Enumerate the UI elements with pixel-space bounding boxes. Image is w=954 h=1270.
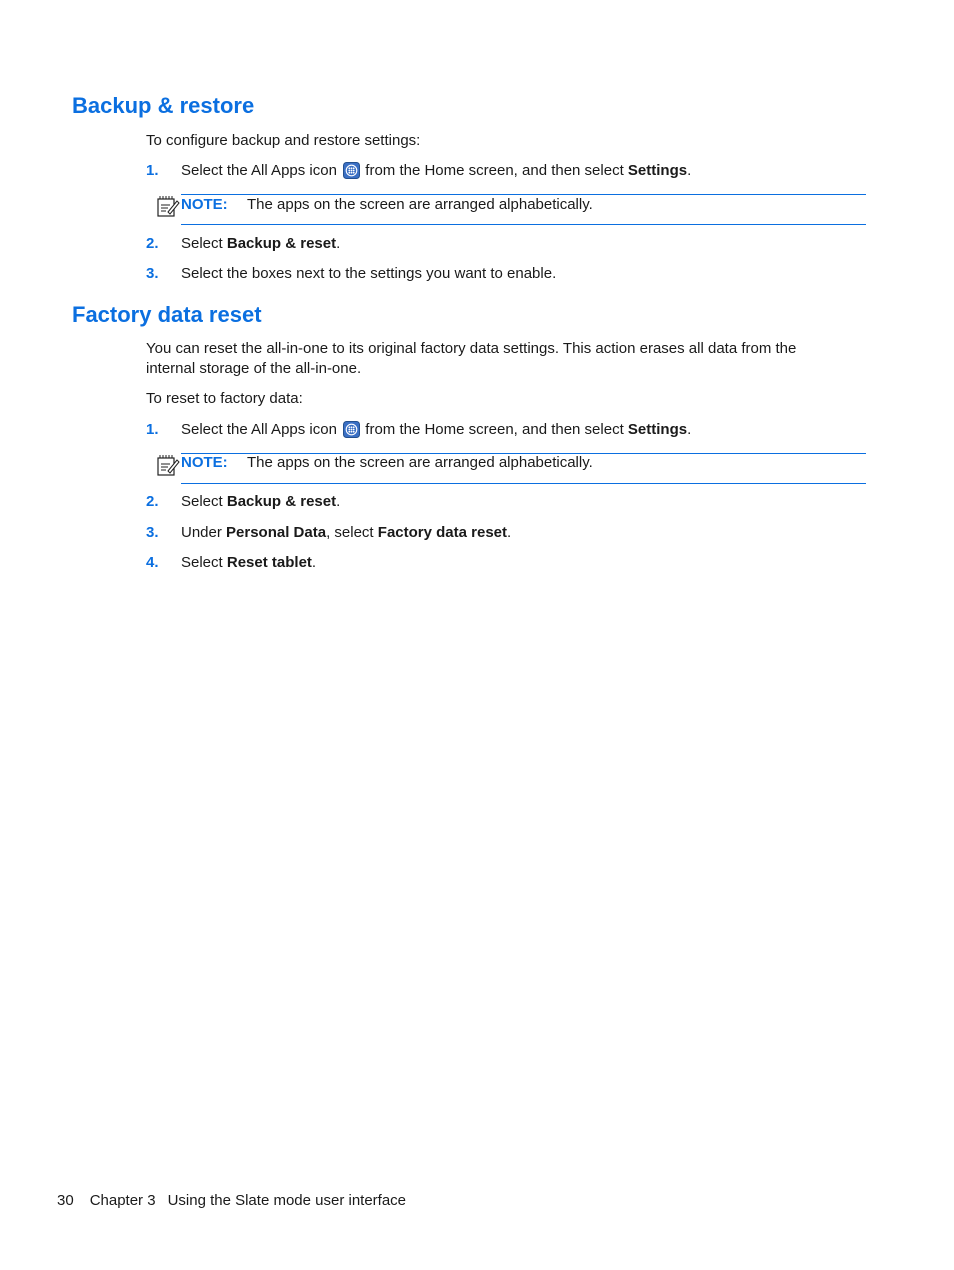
all-apps-icon xyxy=(343,162,360,179)
note-text: The apps on the screen are arranged alphabetically. xyxy=(247,196,593,213)
step-number: 3. xyxy=(146,265,159,282)
note-box xyxy=(181,453,866,484)
step-bold: Settings xyxy=(627,421,688,438)
step-text: Select the boxes next to the settings you want to enable. xyxy=(181,265,557,282)
step-number: 2. xyxy=(146,235,159,252)
step-text: Select xyxy=(181,493,223,510)
backup-intro: To configure backup and restore settings: xyxy=(146,132,421,149)
step-text: from the Home screen, and then select xyxy=(365,421,624,438)
note-label: NOTE: xyxy=(181,196,228,213)
note-pad-icon xyxy=(156,194,180,218)
section-title-factory-data-reset: Factory data reset xyxy=(72,302,262,327)
step-number: 3. xyxy=(146,524,159,541)
step-text: Select xyxy=(181,554,223,571)
step-number: 1. xyxy=(146,421,159,438)
step-number: 4. xyxy=(146,554,159,571)
step-text: Select the All Apps icon xyxy=(181,421,337,438)
all-apps-icon xyxy=(343,421,360,438)
step-bold: Reset tablet xyxy=(226,554,312,571)
note-text: The apps on the screen are arranged alphabetically. xyxy=(247,454,593,471)
step-bold: Personal Data xyxy=(226,524,327,541)
page-footer xyxy=(57,1191,406,1211)
footer-chapter-title: Using the Slate mode user interface xyxy=(167,1192,407,1209)
factory-intro: You can reset the all-in-one to its original factory data settings. This action erases all data from the internal storage of the all-in-one. xyxy=(146,340,797,377)
step-text: Under xyxy=(181,524,222,541)
note-box xyxy=(181,194,866,225)
note-label: NOTE: xyxy=(181,454,228,471)
page-number: 30 xyxy=(57,1192,74,1209)
step-bold: Factory data reset xyxy=(377,524,508,541)
step-bold: Settings xyxy=(627,162,688,179)
step-bold: Backup & reset xyxy=(226,235,337,252)
note-pad-icon xyxy=(156,453,180,477)
step-text: Select xyxy=(181,235,223,252)
step-text: from the Home screen, and then select xyxy=(365,162,624,179)
section-title-backup-restore: Backup & restore xyxy=(72,93,255,118)
factory-intro-2: To reset to factory data: xyxy=(146,390,303,407)
step-number: 2. xyxy=(146,493,159,510)
footer-chapter: Chapter 3 xyxy=(89,1192,156,1209)
step-number: 1. xyxy=(146,162,159,179)
step-text: Select the All Apps icon xyxy=(181,162,337,179)
step-bold: Backup & reset xyxy=(226,493,337,510)
